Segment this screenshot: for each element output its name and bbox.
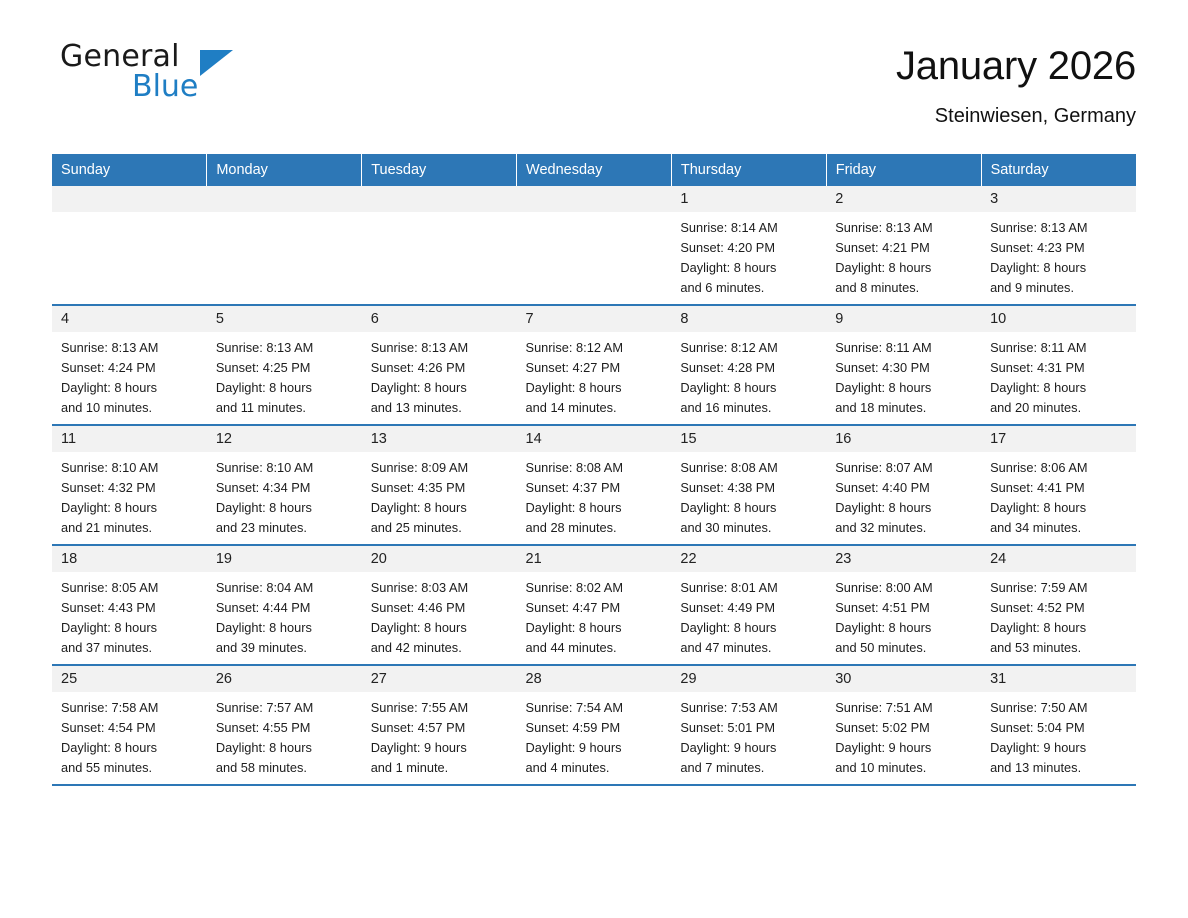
day-number — [517, 186, 672, 212]
day-number: 14 — [517, 426, 672, 452]
day-detail-line: Sunset: 4:54 PM — [61, 720, 156, 735]
day-detail-line: and 18 minutes. — [835, 400, 927, 415]
day-detail-line: Sunrise: 8:04 AM — [215, 580, 314, 595]
day-detail-line: Sunset: 4:21 PM — [835, 240, 930, 255]
calendar-cell-day[interactable] — [671, 186, 826, 305]
day-details — [517, 332, 672, 418]
weekday-header-saturday: Saturday — [981, 154, 1136, 186]
weekday-header-row — [52, 154, 1136, 186]
day-detail-line: and 58 minutes. — [215, 760, 307, 775]
day-detail-line: Daylight: 8 hours — [525, 380, 622, 395]
day-detail-line: and 1 minute. — [370, 760, 449, 775]
day-detail-line: and 8 minutes. — [835, 280, 920, 295]
day-detail-line: Sunset: 4:20 PM — [680, 240, 775, 255]
calendar-cell-day[interactable] — [671, 665, 826, 785]
day-number: 20 — [362, 546, 517, 572]
day-details — [52, 572, 207, 658]
calendar-cell-day[interactable] — [52, 545, 207, 665]
day-detail-line: and 16 minutes. — [680, 400, 772, 415]
day-number: 1 — [671, 186, 826, 212]
day-detail-line: Sunrise: 8:07 AM — [835, 460, 933, 475]
title-block — [896, 40, 1136, 128]
day-detail-line: Daylight: 9 hours — [680, 740, 777, 755]
triangle-icon — [200, 50, 233, 76]
day-detail-line: Sunrise: 8:12 AM — [525, 340, 623, 355]
day-detail-line: Sunrise: 8:05 AM — [61, 580, 159, 595]
day-number: 12 — [207, 426, 362, 452]
calendar-cell-day[interactable] — [362, 425, 517, 545]
calendar-cell-day[interactable] — [207, 545, 362, 665]
day-detail-line: Sunrise: 8:02 AM — [525, 580, 623, 595]
day-detail-line: Daylight: 8 hours — [61, 380, 158, 395]
calendar-cell-empty — [362, 186, 517, 305]
day-number: 31 — [981, 666, 1136, 692]
day-detail-line: Sunrise: 7:50 AM — [990, 700, 1088, 715]
calendar-cell-day[interactable] — [362, 305, 517, 425]
weekday-header-thursday: Thursday — [671, 154, 826, 186]
weekday-header-sunday: Sunday — [52, 154, 207, 186]
day-details — [52, 212, 207, 218]
day-detail-line: Sunrise: 8:11 AM — [835, 340, 932, 355]
day-detail-line: Sunrise: 8:08 AM — [525, 460, 623, 475]
day-detail-line: and 55 minutes. — [61, 760, 153, 775]
day-detail-line: and 10 minutes. — [61, 400, 153, 415]
day-details — [826, 332, 981, 418]
day-detail-line: Sunset: 4:49 PM — [680, 600, 775, 615]
day-detail-line: Sunset: 4:28 PM — [680, 360, 775, 375]
day-detail-line: Daylight: 8 hours — [61, 620, 158, 635]
calendar-body — [52, 186, 1136, 785]
day-detail-line: and 42 minutes. — [370, 640, 462, 655]
calendar-cell-day[interactable] — [207, 305, 362, 425]
day-number: 6 — [362, 306, 517, 332]
day-detail-line: Sunset: 4:41 PM — [990, 480, 1085, 495]
calendar-week-row — [52, 305, 1136, 425]
day-detail-line: Sunset: 5:01 PM — [680, 720, 775, 735]
calendar-cell-day[interactable] — [826, 186, 981, 305]
day-detail-line: and 23 minutes. — [215, 520, 307, 535]
day-detail-line: and 44 minutes. — [525, 640, 617, 655]
calendar-cell-day[interactable] — [981, 305, 1136, 425]
day-detail-line: Sunrise: 8:10 AM — [61, 460, 159, 475]
calendar-week-row — [52, 665, 1136, 785]
day-number: 19 — [207, 546, 362, 572]
day-details — [362, 452, 517, 538]
day-detail-line: Sunrise: 8:00 AM — [835, 580, 933, 595]
day-detail-line: and 39 minutes. — [215, 640, 307, 655]
day-detail-line: Daylight: 8 hours — [835, 620, 932, 635]
day-number: 9 — [826, 306, 981, 332]
brand-name-blue: Blue — [132, 69, 199, 104]
day-number: 22 — [671, 546, 826, 572]
calendar-week-row — [52, 186, 1136, 305]
day-detail-line: Sunset: 4:52 PM — [990, 600, 1085, 615]
day-detail-line: Daylight: 8 hours — [680, 500, 777, 515]
day-number: 5 — [207, 306, 362, 332]
day-detail-line: Daylight: 8 hours — [835, 260, 932, 275]
calendar-cell-day[interactable] — [981, 545, 1136, 665]
calendar-cell-day[interactable] — [826, 545, 981, 665]
day-details — [52, 452, 207, 538]
day-details — [826, 452, 981, 538]
day-detail-line: Sunset: 4:38 PM — [680, 480, 775, 495]
calendar-cell-day[interactable] — [52, 425, 207, 545]
brand-name-general: General — [60, 39, 180, 74]
day-details — [826, 572, 981, 658]
day-detail-line: Daylight: 8 hours — [990, 260, 1087, 275]
day-details — [517, 572, 672, 658]
day-details — [671, 692, 826, 778]
day-detail-line: Sunset: 4:31 PM — [990, 360, 1085, 375]
day-detail-line: Sunset: 4:46 PM — [370, 600, 466, 615]
day-number: 4 — [52, 306, 207, 332]
calendar-cell-day[interactable] — [671, 305, 826, 425]
calendar-table — [52, 154, 1136, 786]
calendar-cell-day[interactable] — [826, 425, 981, 545]
calendar-cell-empty — [207, 186, 362, 305]
day-details — [207, 332, 362, 418]
day-detail-line: Sunrise: 8:14 AM — [680, 220, 778, 235]
day-detail-line: and 37 minutes. — [61, 640, 153, 655]
day-detail-line: Sunrise: 8:13 AM — [370, 340, 469, 355]
day-details — [981, 572, 1136, 658]
calendar-cell-day[interactable] — [981, 425, 1136, 545]
day-detail-line: Daylight: 8 hours — [835, 500, 932, 515]
day-number: 13 — [362, 426, 517, 452]
weekday-header-wednesday: Wednesday — [517, 154, 672, 186]
day-number: 7 — [517, 306, 672, 332]
day-detail-line: Daylight: 8 hours — [61, 500, 158, 515]
day-detail-line: Sunset: 4:59 PM — [525, 720, 621, 735]
weekday-header-friday: Friday — [826, 154, 981, 186]
day-number: 28 — [517, 666, 672, 692]
day-number: 15 — [671, 426, 826, 452]
day-details — [981, 692, 1136, 778]
day-detail-line: Sunrise: 8:13 AM — [990, 220, 1088, 235]
day-detail-line: and 13 minutes. — [370, 400, 462, 415]
day-detail-line: and 6 minutes. — [680, 280, 765, 295]
day-detail-line: Sunset: 4:30 PM — [835, 360, 930, 375]
day-details — [362, 332, 517, 418]
day-detail-line: Daylight: 8 hours — [370, 380, 467, 395]
day-detail-line: Daylight: 8 hours — [370, 500, 467, 515]
day-number: 10 — [981, 306, 1136, 332]
day-detail-line: Sunrise: 8:03 AM — [370, 580, 469, 595]
day-detail-line: Daylight: 8 hours — [990, 500, 1087, 515]
day-detail-line: Daylight: 9 hours — [990, 740, 1087, 755]
day-details — [207, 212, 362, 218]
day-detail-line: Sunset: 4:27 PM — [525, 360, 621, 375]
day-detail-line: Daylight: 8 hours — [525, 620, 622, 635]
day-details — [207, 452, 362, 538]
day-detail-line: and 34 minutes. — [990, 520, 1082, 535]
day-detail-line: Daylight: 8 hours — [215, 500, 312, 515]
calendar-week-row — [52, 545, 1136, 665]
day-detail-line: Sunrise: 8:11 AM — [990, 340, 1087, 355]
day-detail-line: Daylight: 8 hours — [215, 380, 312, 395]
day-detail-line: and 13 minutes. — [990, 760, 1082, 775]
day-number — [52, 186, 207, 212]
day-details — [671, 332, 826, 418]
page-header — [52, 40, 1136, 136]
day-detail-line: Sunrise: 7:59 AM — [990, 580, 1088, 595]
calendar-cell-day[interactable] — [517, 665, 672, 785]
day-detail-line: Sunset: 4:26 PM — [370, 360, 466, 375]
day-detail-line: Sunset: 4:57 PM — [370, 720, 466, 735]
day-details — [362, 212, 517, 218]
calendar-cell-day[interactable] — [671, 425, 826, 545]
day-details — [981, 212, 1136, 298]
day-detail-line: Sunset: 4:25 PM — [215, 360, 311, 375]
day-detail-line: Sunrise: 7:54 AM — [525, 700, 623, 715]
day-detail-line: Sunrise: 8:01 AM — [680, 580, 778, 595]
day-details — [207, 572, 362, 658]
day-detail-line: and 14 minutes. — [525, 400, 617, 415]
day-detail-line: and 7 minutes. — [680, 760, 765, 775]
day-detail-line: Sunrise: 8:13 AM — [61, 340, 159, 355]
day-detail-line: Sunrise: 8:08 AM — [680, 460, 778, 475]
day-detail-line: Daylight: 9 hours — [525, 740, 622, 755]
day-details — [362, 692, 517, 778]
brand-logo — [52, 40, 260, 120]
day-details — [52, 692, 207, 778]
calendar-cell-day[interactable] — [517, 305, 672, 425]
calendar-cell-day[interactable] — [517, 425, 672, 545]
day-detail-line: and 32 minutes. — [835, 520, 927, 535]
day-detail-line: and 4 minutes. — [525, 760, 610, 775]
day-detail-line: and 47 minutes. — [680, 640, 772, 655]
calendar-cell-day[interactable] — [517, 545, 672, 665]
day-details — [207, 692, 362, 778]
day-detail-line: Sunset: 4:35 PM — [370, 480, 466, 495]
day-detail-line: and 53 minutes. — [990, 640, 1082, 655]
day-detail-line: Sunset: 4:51 PM — [835, 600, 930, 615]
calendar-cell-day[interactable] — [52, 305, 207, 425]
calendar-cell-empty — [52, 186, 207, 305]
day-detail-line: and 28 minutes. — [525, 520, 617, 535]
day-number: 8 — [671, 306, 826, 332]
day-number: 21 — [517, 546, 672, 572]
day-detail-line: Sunset: 4:47 PM — [525, 600, 621, 615]
day-number: 24 — [981, 546, 1136, 572]
day-number: 11 — [52, 426, 207, 452]
calendar-cell-day[interactable] — [207, 665, 362, 785]
day-details — [52, 332, 207, 418]
day-details — [981, 452, 1136, 538]
day-number: 27 — [362, 666, 517, 692]
day-detail-line: Daylight: 8 hours — [835, 380, 932, 395]
day-detail-line: and 50 minutes. — [835, 640, 927, 655]
calendar-cell-day[interactable] — [207, 425, 362, 545]
day-detail-line: Daylight: 8 hours — [680, 260, 777, 275]
day-details — [517, 452, 672, 538]
day-detail-line: Sunrise: 7:55 AM — [370, 700, 469, 715]
day-detail-line: Sunrise: 8:09 AM — [370, 460, 469, 475]
day-detail-line: and 20 minutes. — [990, 400, 1082, 415]
day-details — [517, 692, 672, 778]
day-detail-line: Sunrise: 8:06 AM — [990, 460, 1088, 475]
day-details — [826, 212, 981, 298]
calendar-cell-day[interactable] — [981, 665, 1136, 785]
day-detail-line: Sunset: 4:37 PM — [525, 480, 621, 495]
day-detail-line: Sunset: 4:24 PM — [61, 360, 156, 375]
calendar-cell-day[interactable] — [826, 305, 981, 425]
day-number — [207, 186, 362, 212]
day-number: 18 — [52, 546, 207, 572]
day-detail-line: Daylight: 8 hours — [525, 500, 622, 515]
day-detail-line: Daylight: 9 hours — [835, 740, 932, 755]
day-detail-line: Daylight: 8 hours — [61, 740, 158, 755]
calendar-cell-day[interactable] — [52, 665, 207, 785]
day-detail-line: Sunset: 4:55 PM — [215, 720, 311, 735]
day-details — [981, 332, 1136, 418]
weekday-header-tuesday: Tuesday — [362, 154, 517, 186]
day-detail-line: and 21 minutes. — [61, 520, 153, 535]
calendar-week-row — [52, 425, 1136, 545]
day-detail-line: Sunset: 5:04 PM — [990, 720, 1085, 735]
day-details — [826, 692, 981, 778]
day-detail-line: Sunrise: 8:13 AM — [835, 220, 933, 235]
day-details — [671, 572, 826, 658]
day-number: 17 — [981, 426, 1136, 452]
day-details — [362, 572, 517, 658]
day-detail-line: and 10 minutes. — [835, 760, 927, 775]
day-number: 25 — [52, 666, 207, 692]
day-detail-line: Sunset: 4:34 PM — [215, 480, 311, 495]
calendar-cell-day[interactable] — [671, 545, 826, 665]
day-detail-line: Sunset: 4:32 PM — [61, 480, 156, 495]
day-number: 2 — [826, 186, 981, 212]
calendar-cell-day[interactable] — [981, 186, 1136, 305]
day-number: 16 — [826, 426, 981, 452]
day-detail-line: and 30 minutes. — [680, 520, 772, 535]
day-detail-line: Sunset: 4:40 PM — [835, 480, 930, 495]
weekday-header-monday: Monday — [207, 154, 362, 186]
day-details — [517, 212, 672, 218]
day-detail-line: Sunrise: 7:58 AM — [61, 700, 159, 715]
day-detail-line: Daylight: 8 hours — [215, 620, 312, 635]
day-detail-line: Sunrise: 8:12 AM — [680, 340, 778, 355]
day-detail-line: Daylight: 8 hours — [680, 620, 777, 635]
day-detail-line: and 25 minutes. — [370, 520, 462, 535]
day-detail-line: Sunrise: 7:57 AM — [215, 700, 314, 715]
day-number: 23 — [826, 546, 981, 572]
day-details — [671, 212, 826, 298]
day-detail-line: and 11 minutes. — [215, 400, 306, 415]
day-detail-line: Sunset: 5:02 PM — [835, 720, 930, 735]
day-detail-line: Sunrise: 8:10 AM — [215, 460, 314, 475]
calendar-cell-day[interactable] — [826, 665, 981, 785]
day-number: 26 — [207, 666, 362, 692]
day-detail-line: Daylight: 8 hours — [990, 380, 1087, 395]
day-number: 3 — [981, 186, 1136, 212]
calendar-cell-day[interactable] — [362, 545, 517, 665]
page-title: January 2026 — [895, 44, 1136, 88]
calendar-cell-day[interactable] — [362, 665, 517, 785]
day-number: 30 — [826, 666, 981, 692]
day-detail-line: Daylight: 8 hours — [680, 380, 777, 395]
location-subtitle: Steinwiesen, Germany — [934, 105, 1136, 127]
day-detail-line: Sunrise: 7:53 AM — [680, 700, 778, 715]
day-detail-line: Sunrise: 7:51 AM — [835, 700, 933, 715]
day-number — [362, 186, 517, 212]
day-detail-line: Daylight: 8 hours — [370, 620, 467, 635]
day-details — [671, 452, 826, 538]
calendar-cell-empty — [517, 186, 672, 305]
day-detail-line: Daylight: 8 hours — [215, 740, 312, 755]
day-detail-line: and 9 minutes. — [990, 280, 1075, 295]
day-detail-line: Daylight: 9 hours — [370, 740, 467, 755]
day-detail-line: Sunset: 4:43 PM — [61, 600, 156, 615]
day-detail-line: Sunset: 4:23 PM — [990, 240, 1085, 255]
day-detail-line: Sunset: 4:44 PM — [215, 600, 311, 615]
day-detail-line: Daylight: 8 hours — [990, 620, 1087, 635]
day-detail-line: Sunrise: 8:13 AM — [215, 340, 314, 355]
day-number: 29 — [671, 666, 826, 692]
